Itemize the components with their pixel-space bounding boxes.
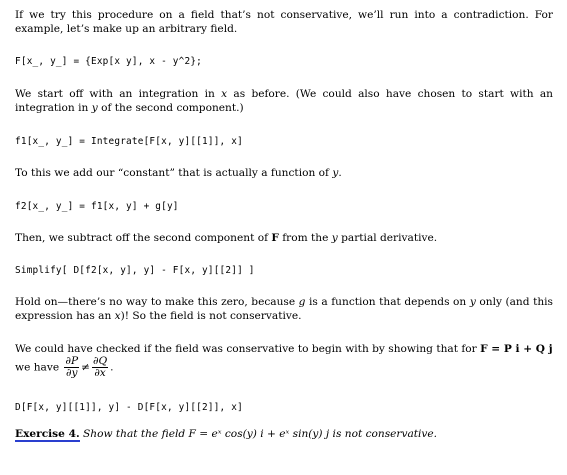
text: .	[110, 361, 114, 374]
fraction-dP-dy	[64, 356, 79, 379]
text: from the	[278, 232, 332, 244]
paragraph-intro	[15, 9, 553, 36]
exercise-text: Show that the field F = eˣ cos(y) i + eˣ sin(y) j is not conservative.	[83, 428, 438, 440]
code-integrate	[15, 135, 553, 149]
text: only (and this expression has an	[15, 296, 553, 322]
code-text: Simplify[ D[f2[x, y], y] - F[x, y][[2]] ]	[15, 265, 255, 276]
exercise-label[interactable]: Exercise 4.	[15, 428, 80, 440]
text: we have	[15, 361, 63, 374]
paragraph-integration	[15, 88, 553, 115]
text: Hold on—there’s no way to make this zero, because	[15, 296, 299, 308]
var-y: y	[332, 167, 339, 179]
var-x: x	[221, 88, 228, 100]
text: If we try this procedure on a field that’s not conservative, we’ll run into a contradiction. For example, let’s make up an arbitrary field.	[15, 9, 553, 35]
paragraph-constant	[15, 167, 553, 181]
text: Then, we subtract off the second component of	[15, 232, 272, 244]
code-text: f2[x_, y_] = f1[x, y] + g[y]	[15, 201, 179, 212]
code-add-g	[15, 200, 553, 214]
code-text: D[F[x, y][[1]], y] - D[F[x, y][[2]], x]	[15, 402, 243, 413]
text: of the second component.)	[97, 101, 244, 114]
text: as before. (We could also have chosen to start with an integration in	[15, 88, 554, 114]
var-y: y	[91, 101, 98, 114]
code-define-field	[15, 55, 553, 69]
inequality-line	[15, 356, 553, 379]
var-g: g	[298, 296, 306, 308]
var-y: y	[331, 232, 338, 244]
code-simplify	[15, 264, 553, 278]
vector-F: F	[271, 232, 279, 244]
text: partial derivative.	[337, 232, 438, 244]
text: is a function that depends on	[305, 296, 470, 308]
not-equal-sign: ≠	[81, 361, 90, 374]
var-y: y	[469, 296, 476, 308]
exercise-4	[15, 428, 553, 442]
text: To this we add our “constant” that is actually a function of	[15, 167, 333, 179]
code-partial-check	[15, 401, 553, 415]
paragraph-hold-on	[15, 296, 553, 323]
text: )! So the field is not conservative.	[120, 309, 302, 322]
code-text: f1[x_, y_] = Integrate[F[x, y][[1]], x]	[15, 136, 243, 147]
paragraph-subtract	[15, 232, 553, 246]
equation-F: F = P i + Q j	[480, 343, 553, 355]
code-text: F[x_, y_] = {Exp[x y], x - y^2};	[15, 56, 203, 67]
text: We start off with an integration in	[15, 88, 222, 100]
denominator: ∂x	[94, 367, 106, 379]
var-x: x	[114, 309, 121, 322]
text: We could have checked if the field was conservative to begin with by showing that for	[15, 343, 481, 355]
denominator: ∂y	[66, 367, 78, 379]
fraction-dQ-dx	[92, 356, 108, 379]
numerator: ∂P	[65, 355, 79, 367]
text: .	[338, 167, 342, 179]
numerator: ∂Q	[92, 355, 108, 367]
